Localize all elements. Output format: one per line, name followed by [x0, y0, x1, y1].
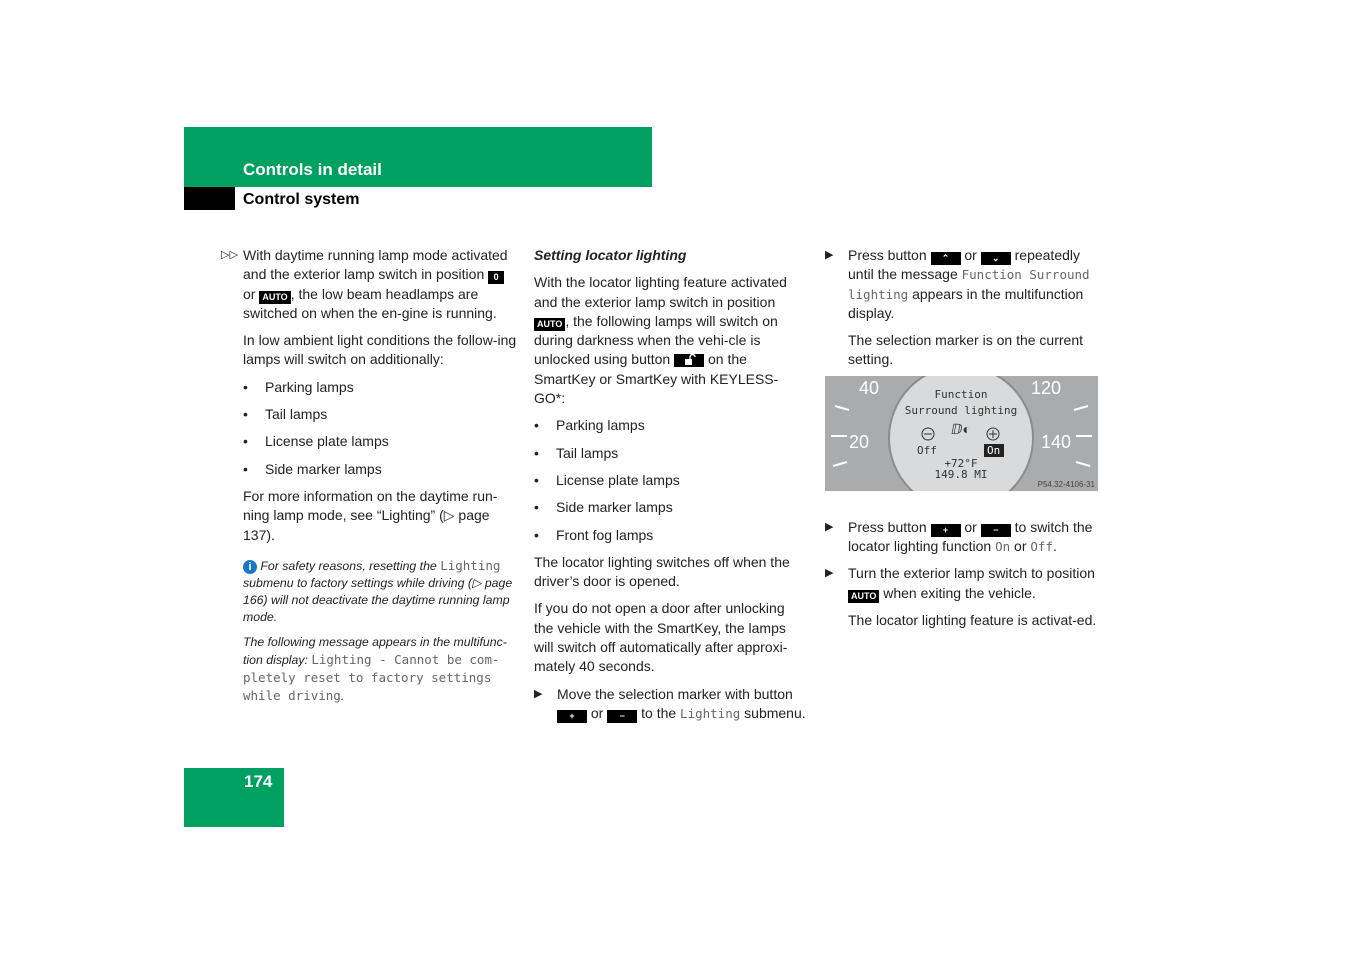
lamp-list-2: [534, 416, 806, 544]
col1-para2: In low ambient light conditions the follow-ing lamps will switch on additionally:: [243, 332, 517, 368]
safety-note: [243, 557, 518, 626]
gauge-label-120: 120: [1031, 378, 1062, 398]
step-arrow-icon: ▶: [534, 687, 543, 700]
on-mono: On: [995, 539, 1011, 555]
column-2: [534, 246, 806, 731]
auto-key: AUTO: [848, 590, 879, 603]
auto-key: AUTO: [259, 291, 290, 304]
list-item: • License plate lamps: [243, 432, 518, 451]
odometer: 149.8 MI: [934, 468, 988, 481]
subsection-marker: [184, 187, 235, 210]
list-item: • Parking lamps: [243, 378, 518, 397]
gauge-label-140: 140: [1041, 432, 1072, 452]
step-text-mid: repeatedly until the message: [848, 247, 1081, 283]
or-text: or: [590, 704, 604, 721]
plus-button-icon: +: [557, 710, 587, 723]
column-1: [221, 246, 518, 705]
note2-mono: Lighting - Cannot be com-pletely reset to factory settings while driving: [243, 651, 500, 703]
step-end: .: [1052, 538, 1057, 555]
col1-para1: With daytime running lamp mode activated and the exterior lamp switch in position: [243, 247, 508, 283]
step-text: Move the selection marker with button: [557, 685, 793, 702]
step-text: Turn the exterior lamp switch to position: [848, 565, 1095, 582]
note1-text-end: submenu to factory settings while driving (▷ page 166) will not deactivate the daytime running lamp mode.: [243, 575, 513, 624]
unlock-icon: [674, 354, 704, 367]
or-text: or: [1014, 538, 1027, 555]
subsection-title: Control system: [243, 191, 360, 208]
section-title: Controls in detail: [243, 160, 382, 179]
on-option: On: [987, 444, 1001, 457]
step-text-end: appears in the multifunction display.: [848, 285, 1084, 321]
display-line1: Function: [934, 388, 988, 401]
step-mono: Function Surround lighting: [848, 267, 1090, 302]
note2-end: .: [340, 688, 345, 703]
step-text-mid: to the: [641, 704, 677, 721]
display-line2: Surround lighting: [904, 404, 1018, 417]
note1-mono: Lighting: [440, 557, 501, 573]
col2-para1: With the locator lighting feature activated and the exterior lamp switch in position: [534, 274, 787, 310]
step-text-end: when exiting the vehicle.: [883, 584, 1036, 601]
step-arrow-icon: ▶: [825, 567, 834, 580]
step-text: Press button: [848, 247, 927, 263]
temperature: +72°F: [944, 457, 978, 470]
note1-text: For safety reasons, resetting the: [260, 558, 437, 573]
step-move-marker: [534, 685, 806, 724]
col2-para3: If you do not open a door after unlocking the vehicle with the SmartKey, the lamps will switch off automatically after approxi-mately 40 seconds.: [534, 600, 788, 675]
gauge-label-20: 20: [849, 432, 870, 452]
or-text: or: [964, 247, 977, 263]
up-button-icon: ⌃: [931, 252, 961, 265]
list-item: • Side marker lamps: [243, 460, 518, 479]
list-item: • Tail lamps: [243, 405, 518, 424]
plus-button-icon: +: [931, 524, 961, 537]
list-item: • Side marker lamps: [534, 498, 806, 517]
col2-para1-mid: , the following lamps will switch on during darkness when the vehi-cle is unlocked using button: [534, 312, 778, 368]
lamp-list-1: [243, 378, 518, 479]
down-button-icon: ⌄: [981, 252, 1011, 265]
minus-button-icon: −: [981, 524, 1011, 537]
page-number: 174: [244, 772, 273, 791]
step-note: The selection marker is on the current setting.: [848, 332, 1083, 368]
step-mono: Lighting: [680, 705, 741, 721]
step-text-mid: to switch the locator lighting function: [848, 518, 1093, 555]
or-text: or: [964, 518, 977, 535]
subheading: Setting locator lighting: [534, 247, 687, 263]
list-item: • Parking lamps: [534, 416, 806, 435]
col2-para2: The locator lighting switches off when the driver’s door is opened.: [534, 553, 790, 590]
step-press-arrows: [825, 246, 1105, 323]
list-item: • Front fog lamps: [534, 526, 806, 545]
minus-button-icon: −: [607, 710, 637, 723]
message-note: [243, 634, 518, 705]
multifunction-display-figure: [825, 376, 1098, 491]
continuation-mark: ▷▷: [221, 249, 238, 261]
list-item: • License plate lamps: [534, 471, 806, 490]
gauge-label-40: 40: [859, 378, 880, 398]
figure-code: P54.32-4106-31: [1037, 480, 1095, 489]
col1-para3: For more information on the daytime run-ning lamp mode, see “Lighting” (▷ page 137).: [243, 487, 498, 543]
info-icon: i: [243, 560, 257, 574]
step-turn-switch: [825, 564, 1105, 603]
or-text: or: [243, 285, 256, 302]
step-text: Press button: [848, 518, 927, 535]
col1-para1-end: , the low beam headlamps are switched on when the en-gine is running.: [243, 285, 497, 321]
off-option: Off: [917, 444, 937, 457]
headlamp-icon: ⅅ◐: [951, 421, 971, 437]
note2-text: The following message appears in the multifunc-tion display:: [243, 634, 507, 667]
step-toggle-function: [825, 518, 1105, 557]
step-note: The locator lighting feature is activat-ed.: [848, 611, 1097, 628]
switch-0-key: 0: [488, 271, 504, 284]
step-arrow-icon: ▶: [825, 249, 834, 261]
off-mono: Off: [1030, 539, 1053, 555]
col2-para1-end: on the SmartKey or SmartKey with KEYLESS-GO*:: [534, 351, 779, 407]
list-item: • Tail lamps: [534, 444, 806, 463]
step-text-end: submenu.: [744, 704, 806, 721]
step-arrow-icon: ▶: [825, 520, 834, 533]
auto-key: AUTO: [534, 318, 565, 331]
